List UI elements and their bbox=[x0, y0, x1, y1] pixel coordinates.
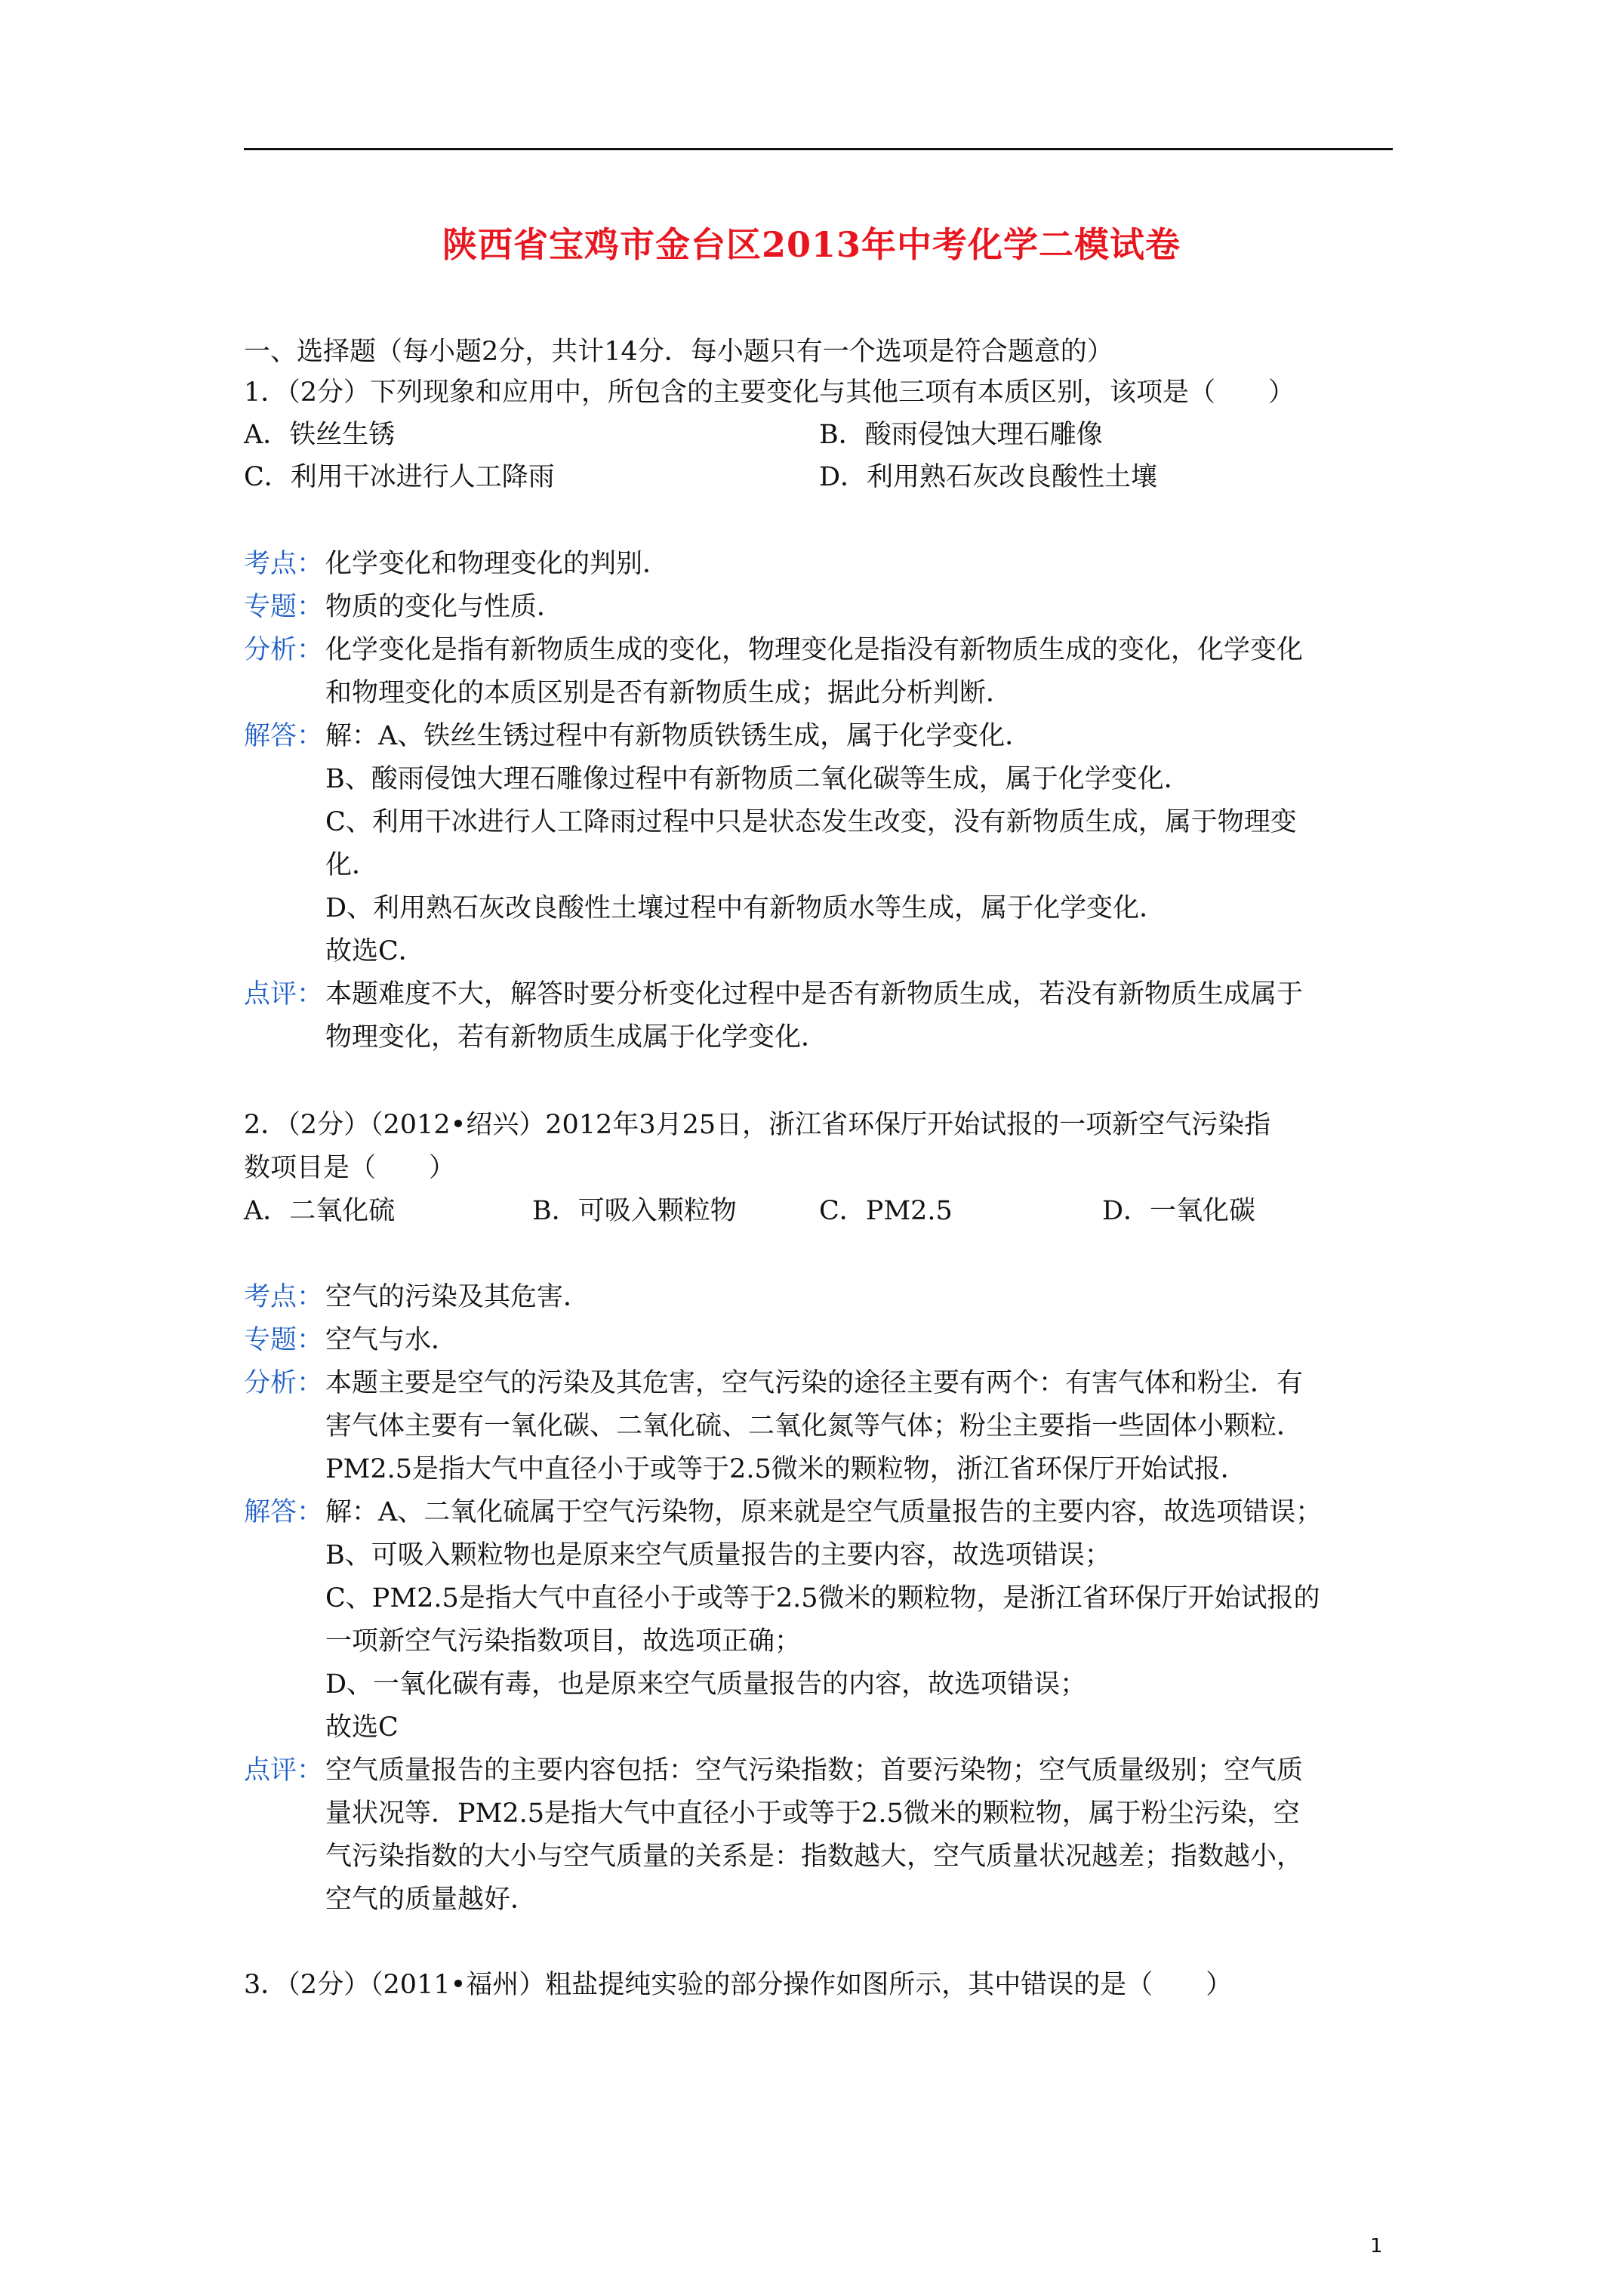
q2-jieda-line: D、一氧化碳有毒，也是原来空气质量报告的内容，故选项错误； bbox=[325, 1669, 1087, 1700]
q1-dianping-line: 物理变化，若有新物质生成属于化学变化． bbox=[325, 1022, 828, 1052]
q2-jieda-label: 解答： bbox=[244, 1497, 324, 1527]
q1-jieda-line: C、利用干冰进行人工降雨过程中只是状态发生改变，没有新物质生成，属于物理变 bbox=[325, 807, 1297, 837]
q2-option-b: B．可吸入颗粒物 bbox=[532, 1196, 737, 1226]
q2-dianping-label: 点评： bbox=[244, 1755, 324, 1786]
q2-zhuanti: 空气与水． bbox=[325, 1325, 458, 1355]
q1-stem: 1．（2分）下列现象和应用中，所包含的主要变化与其他三项有本质区别，该项是（ ） bbox=[244, 378, 1295, 408]
q1-kaodian: 化学变化和物理变化的判别． bbox=[325, 549, 670, 579]
page-title: 陕西省宝鸡市金台区2013年中考化学二模试卷 bbox=[442, 224, 1181, 265]
q2-dianping-line: 空气质量报告的主要内容包括：空气污染指数；首要污染物；空气质量级别；空气质 bbox=[325, 1755, 1304, 1786]
q2-fenxi-label: 分析： bbox=[244, 1368, 324, 1398]
q2-option-c: C．PM2.5 bbox=[819, 1196, 953, 1226]
q1-jieda-label: 解答： bbox=[244, 721, 324, 751]
q2-jieda-line: 一项新空气污染指数项目，故选项正确； bbox=[325, 1626, 802, 1657]
q1-dianping-label: 点评： bbox=[244, 979, 324, 1009]
q2-kaodian-label: 考点： bbox=[244, 1282, 324, 1312]
page-number: 1 bbox=[1370, 2235, 1383, 2257]
q1-kaodian-label: 考点： bbox=[244, 549, 324, 579]
section-heading: 一、选择题（每小题2分，共计14分．每小题只有一个选项是符合题意的） bbox=[244, 337, 1113, 367]
q2-fenxi-line: PM2.5是指大气中直径小于或等于2.5微米的颗粒物，浙江省环保厅开始试报． bbox=[325, 1454, 1247, 1484]
q1-option-a: A．铁丝生锈 bbox=[244, 420, 396, 450]
q2-stem-line: 2．（2分）（2012•绍兴）2012年3月25日，浙江省环保厅开始试报的一项新空气污染指 bbox=[244, 1110, 1271, 1140]
q1-option-c: C．利用干冰进行人工降雨 bbox=[244, 462, 555, 492]
q1-jieda-line: 解：A、铁丝生锈过程中有新物质铁锈生成，属于化学变化． bbox=[325, 721, 1032, 751]
q2-option-d: D．一氧化碳 bbox=[1102, 1196, 1256, 1226]
q1-zhuanti: 物质的变化与性质． bbox=[325, 592, 564, 622]
q2-fenxi-line: 害气体主要有一氧化碳、二氧化硫、二氧化氮等气体；粉尘主要指一些固体小颗粒． bbox=[325, 1411, 1304, 1441]
q1-jieda-line: B、酸雨侵蚀大理石雕像过程中有新物质二氧化碳等生成，属于化学变化． bbox=[325, 764, 1190, 794]
q2-fenxi-line: 本题主要是空气的污染及其危害，空气污染的途径主要有两个：有害气体和粉尘．有 bbox=[325, 1368, 1304, 1398]
q1-option-d: D．利用熟石灰改良酸性土壤 bbox=[819, 462, 1158, 492]
q1-jieda-line: 故选C． bbox=[325, 936, 425, 966]
q2-dianping-line: 量状况等．PM2.5是指大气中直径小于或等于2.5微米的颗粒物，属于粉尘污染，空 bbox=[325, 1798, 1300, 1829]
q1-fenxi-label: 分析： bbox=[244, 635, 324, 665]
q2-zhuanti-label: 专题： bbox=[244, 1325, 324, 1355]
q2-kaodian: 空气的污染及其危害． bbox=[325, 1282, 590, 1312]
q1-jieda-line: 化． bbox=[325, 850, 379, 880]
q1-zhuanti-label: 专题： bbox=[244, 592, 324, 622]
q2-jieda-line: 故选C bbox=[325, 1712, 399, 1743]
q2-dianping-line: 空气的质量越好． bbox=[325, 1885, 537, 1915]
q1-option-b: B．酸雨侵蚀大理石雕像 bbox=[819, 420, 1103, 450]
q1-fenxi-line: 化学变化是指有新物质生成的变化，物理变化是指没有新物质生成的变化，化学变化 bbox=[325, 635, 1304, 665]
header-rule bbox=[244, 148, 1393, 150]
q2-jieda-line: B、可吸入颗粒物也是原来空气质量报告的主要内容，故选项错误； bbox=[325, 1540, 1111, 1570]
q3-stem: 3．（2分）（2011•福州）粗盐提纯实验的部分操作如图所示，其中错误的是（ ） bbox=[244, 1970, 1233, 2000]
q2-jieda-line: C、PM2.5是指大气中直径小于或等于2.5微米的颗粒物，是浙江省环保厅开始试报的 bbox=[325, 1583, 1320, 1613]
q1-fenxi-line: 和物理变化的本质区别是否有新物质生成；据此分析判断． bbox=[325, 678, 1013, 708]
q1-dianping-line: 本题难度不大，解答时要分析变化过程中是否有新物质生成，若没有新物质生成属于 bbox=[325, 979, 1304, 1009]
q2-jieda-line: 解：A、二氧化硫属于空气污染物，原来就是空气质量报告的主要内容，故选项错误； bbox=[325, 1497, 1323, 1527]
q1-jieda-line: D、利用熟石灰改良酸性土壤过程中有新物质水等生成，属于化学变化． bbox=[325, 893, 1166, 923]
q2-option-a: A．二氧化硫 bbox=[244, 1196, 396, 1226]
q2-dianping-line: 气污染指数的大小与空气质量的关系是：指数越大，空气质量状况越差；指数越小， bbox=[325, 1841, 1304, 1872]
q2-stem-line: 数项目是（ ） bbox=[244, 1153, 456, 1183]
